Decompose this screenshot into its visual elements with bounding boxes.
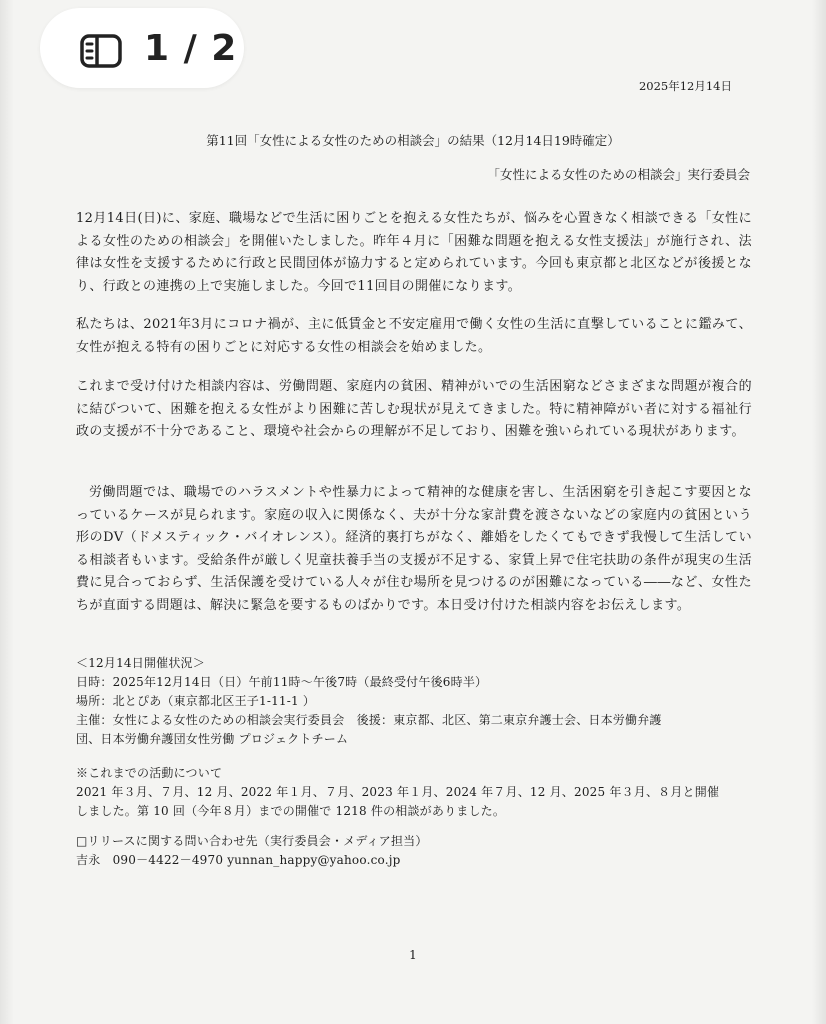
contact-heading: □リリースに関する問い合わせ先（実行委員会・メディア担当） [76, 834, 428, 848]
event-heading: ＜12月14日開催状況＞ [76, 656, 205, 670]
contact-line: 吉永 090－4422－4970 yunnan_happy@yahoo.co.jp [76, 853, 401, 867]
contact-section [76, 832, 756, 870]
event-details [76, 654, 756, 749]
document-title: 第11回「女性による女性のための相談会」の結果（12月14日19時確定） [206, 133, 620, 148]
page-number: 1 [409, 948, 417, 962]
history-line2: しました。第 10 回（今年８月）までの開催で 1218 件の相談がありました。 [76, 804, 506, 818]
history-line1: 2021 年３月、７月、12 月、2022 年１月、７月、2023 年１月、2024 年７月、12 月、2025 年３月、８月と開催 [76, 785, 720, 799]
paragraph-3: これまで受け付けた相談内容は、労働問題、家庭内の貧困、精神がいでの生活困窮などさまざまな問題が複合的に結びついて、困難を抱える女性がより困難に苦しむ現状が見えてきました。特に精神障がい者に対する福祉行政の支援が不十分であること、環境や社会からの理解が不足しており、困難を強いられている現状があります。 [76, 379, 752, 439]
event-datetime: 日時：2025年12月14日（日）午前11時～午後7時（最終受付午後6時半） [76, 675, 488, 689]
event-organizer-line2: 団、日本労働弁護団女性労働 プロジェクトチーム [76, 732, 349, 746]
history-section [76, 764, 756, 821]
paragraph-2: 私たちは、2021年3月にコロナ禍が、主に低賃金と不安定雇用で働く女性の生活に直撃していることに鑑みて、女性が抱える特有の困りごとに対応する女性の相談会を始めました。 [76, 317, 752, 355]
page-indicator-text: 1 / 2 [144, 28, 238, 69]
page-indicator-pill[interactable] [40, 8, 244, 88]
document-date: 2025年12月14日 [638, 79, 732, 93]
document-organization: 「女性による女性のための相談会」実行委員会 [487, 167, 750, 182]
event-venue: 場所：北とぴあ（東京都北区王子1-11-1 ） [76, 694, 316, 708]
paragraph-4: 労働問題では、職場でのハラスメントや性暴力によって精神的な健康を害し、生活困窮を引き起こす要因となっているケースが見られます。家庭の収入に関係なく、夫が十分な家計費を渡さないなどの家庭内の貧困という形のDV（ドメスティック・バイオレンス）。経済的裏打ちがなく、離婚をしたくてもできず我慢して生活している相談者もいます。受給条件が厳しく児童扶養手当の支援が不足する、家賃上昇で住宅扶助の条件が現実の生活費に見合っておらず、生活保護を受けている人々が住む場所を見つけるのが困難になっている――など、女性たちが直面する問題は、解決に緊急を要するものばかりです。本日受け付けた相談内容をお伝えします。 [76, 485, 752, 613]
sidebar-toggle-icon[interactable] [80, 34, 122, 68]
paragraph-1: 12月14日(日)に、家庭、職場などで生活に困りごとを抱える女性たちが、悩みを心置きなく相談できる「女性による女性のための相談会」を開催いたしました。昨年４月に「困難な問題を抱える女性支援法」が施行され、法律は女性を支援するために行政と民間団体が協力すると定められています。今回も東京都と北区などが後援となり、行政との連携の上で実施しました。今回で11回目の開催になります。 [76, 211, 752, 294]
history-heading: ※これまでの活動について [76, 766, 223, 780]
event-organizer-line1: 主催：女性による女性のための相談会実行委員会 後援：東京都、北区、第二東京弁護士会、日本労働弁護 [76, 713, 662, 727]
